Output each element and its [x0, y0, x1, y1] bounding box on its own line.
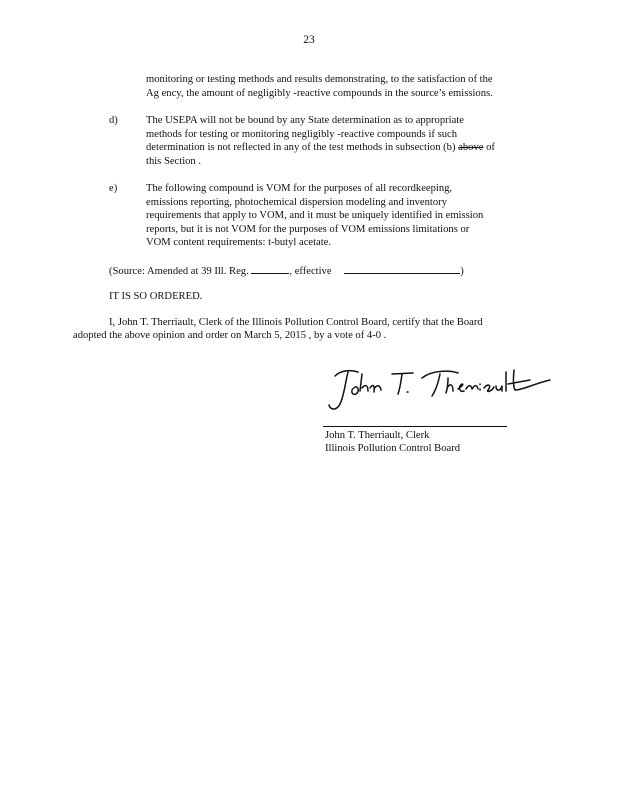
item-d-line: The USEPA will not be bound by any State determination as to appropriate [146, 115, 464, 126]
ordered-statement: IT IS SO ORDERED. [109, 291, 203, 302]
page-number: 23 [303, 34, 315, 46]
item-e-line: emissions reporting, photochemical dispersion modeling and inventory [146, 196, 447, 208]
register-page-blank [251, 263, 289, 274]
certification-line-2: adopted the above opinion and order on March 5, 2015 , by a vote of 4-0 . [73, 330, 387, 341]
signer-organization: Illinois Pollution Control Board [325, 443, 461, 454]
continuation-line: Ag ency, the amount of negligibly -reactive compounds in the source’s emissions. [146, 87, 493, 99]
handwritten-signature [318, 358, 568, 414]
certification-line-1: I, John T. Therriault, Clerk of the Illinois Pollution Control Board, certify that the Board [109, 317, 483, 328]
item-d-line: determination is not reflected in any of the test methods in subsection (b) above of [146, 142, 495, 154]
item-d-paragraph [146, 114, 495, 168]
item-e-paragraph [146, 182, 483, 250]
effective-date-blank [344, 263, 460, 274]
item-label-e: e) [109, 183, 118, 194]
item-d-line: methods for testing or monitoring negligibly -reactive compounds if such [146, 128, 457, 140]
source-note: (Source: Amended at 39 Ill. Reg. , effective ) [109, 263, 464, 279]
item-e-line: The following compound is VOM for the purposes of all recordkeeping, [146, 183, 453, 194]
signer-name: John T. Therriault, Clerk [325, 430, 430, 441]
item-d-line: this Section . [146, 155, 202, 167]
signature-line [323, 426, 507, 427]
item-e-line: reports, but it is not VOM for the purposes of VOM emissions limitations or [146, 223, 470, 235]
item-e-line: VOM content requirements: t-butyl acetate. [146, 237, 332, 249]
item-e-line: requirements that apply to VOM, and it must be uniquely identified in emission [146, 210, 484, 222]
continuation-line: monitoring or testing methods and results demonstrating, to the satisfaction of the [146, 74, 493, 85]
struck-text: above [458, 142, 484, 154]
item-label-d: d) [109, 115, 118, 126]
continuation-paragraph [146, 73, 493, 100]
